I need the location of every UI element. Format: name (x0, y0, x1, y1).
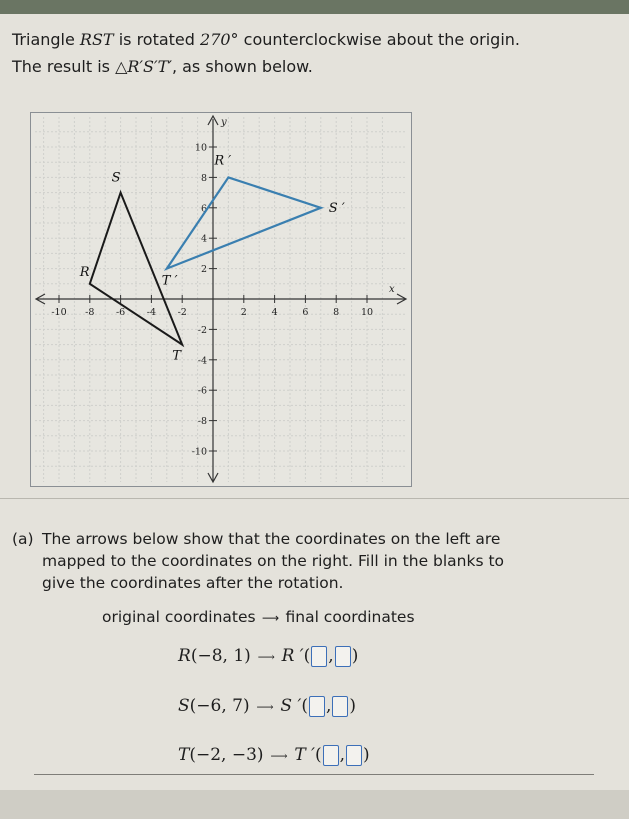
x-tick-label: -6 (115, 307, 126, 318)
part-a-label: (a) (12, 530, 34, 548)
r-prime-y-input[interactable] (335, 646, 351, 667)
y-tick-label: 8 (200, 172, 207, 184)
image-triangle-name: △R′S′T′ (115, 57, 172, 76)
x-tick-label: -8 (85, 307, 95, 318)
s-prime-x-input[interactable] (309, 696, 325, 717)
right-arrow-icon: ⟶ (261, 611, 280, 625)
intro-line-2 (12, 53, 520, 80)
section-divider (0, 498, 629, 499)
y-tick-label: 10 (194, 142, 207, 154)
vertex-label-t: T (172, 348, 181, 364)
original-coords: (−6, 7) (189, 696, 250, 716)
original-coordinates-header: original coordinates (102, 608, 256, 626)
rotation-angle: 270° (200, 30, 239, 49)
t-prime-x-input[interactable] (323, 745, 339, 766)
final-coordinates-header: final coordinates (285, 608, 415, 626)
part-a-line-3: give the coordinates after the rotation. (42, 574, 344, 592)
problem-intro (12, 26, 520, 80)
part-a-instructions (12, 528, 612, 594)
y-tick-label: -6 (197, 385, 207, 397)
x-tick-label: -10 (51, 307, 67, 318)
y-tick-label: -10 (191, 446, 207, 458)
y-tick-label: -4 (197, 355, 207, 367)
original-coords: (−8, 1) (190, 646, 251, 666)
vertex-label-r-prime: R ′ (214, 153, 232, 169)
y-tick-label: -2 (197, 324, 207, 336)
y-tick-label: -8 (197, 416, 207, 428)
vertex-label-t-prime: T ′ (161, 273, 178, 289)
intro-text: is rotated (113, 30, 201, 49)
point-name: S (178, 696, 190, 716)
x-tick-label: -2 (177, 307, 187, 318)
bottom-rule (34, 774, 594, 775)
vertex-label-s-prime: S ′ (328, 200, 345, 216)
triangle-name: RST (79, 30, 114, 49)
y-axis-label: y (221, 117, 227, 128)
image-point-name: T ′ (294, 745, 315, 765)
s-prime-y-input[interactable] (332, 696, 348, 717)
image-point-name: R ′ (281, 646, 304, 666)
r-prime-x-input[interactable] (311, 646, 327, 667)
y-tick-label: 6 (200, 203, 207, 215)
mapping-row-s: S(−6, 7) ⟶ S ′( , ) (178, 696, 357, 716)
original-coords: (−2, −3) (189, 745, 264, 765)
t-prime-y-input[interactable] (346, 745, 362, 766)
vertex-label-s: S (111, 170, 121, 186)
x-tick-label: -4 (146, 307, 157, 318)
intro-line-1 (12, 26, 520, 53)
image-point-name: S ′ (280, 696, 302, 716)
coordinate-graph (30, 112, 412, 487)
mapping-row-r: R(−8, 1) ⟶ R ′( , ) (178, 646, 359, 666)
top-bar (0, 0, 629, 14)
x-tick-label: 2 (240, 307, 247, 318)
part-a-line-1: The arrows below show that the coordinates on the left are (42, 530, 501, 548)
mapping-row-t: T(−2, −3) ⟶ T ′( , ) (178, 745, 370, 765)
right-arrow-icon: ⟶ (257, 650, 275, 664)
intro-text: Triangle (12, 30, 80, 49)
part-a-line-2: mapped to the coordinates on the right. Fill in the blanks to (42, 552, 505, 570)
point-name: R (178, 646, 191, 666)
intro-text: counterclockwise about the origin. (238, 30, 520, 49)
intro-text: , as shown below. (171, 57, 313, 76)
footer-bar (0, 790, 629, 819)
x-axis-label: x (389, 284, 395, 295)
x-tick-label: 4 (271, 307, 278, 318)
point-name: T (178, 745, 190, 765)
x-tick-label: 6 (302, 307, 309, 318)
y-tick-label: 2 (200, 264, 207, 276)
intro-text: The result is (12, 57, 116, 76)
x-tick-label: 8 (333, 307, 340, 318)
coordinate-plane-svg (31, 113, 411, 486)
vertex-label-r: R (79, 264, 90, 280)
right-arrow-icon: ⟶ (256, 700, 274, 714)
right-arrow-icon: ⟶ (270, 749, 288, 763)
mapping-header (102, 608, 415, 626)
x-tick-label: 10 (360, 307, 374, 318)
y-tick-label: 4 (200, 233, 207, 245)
